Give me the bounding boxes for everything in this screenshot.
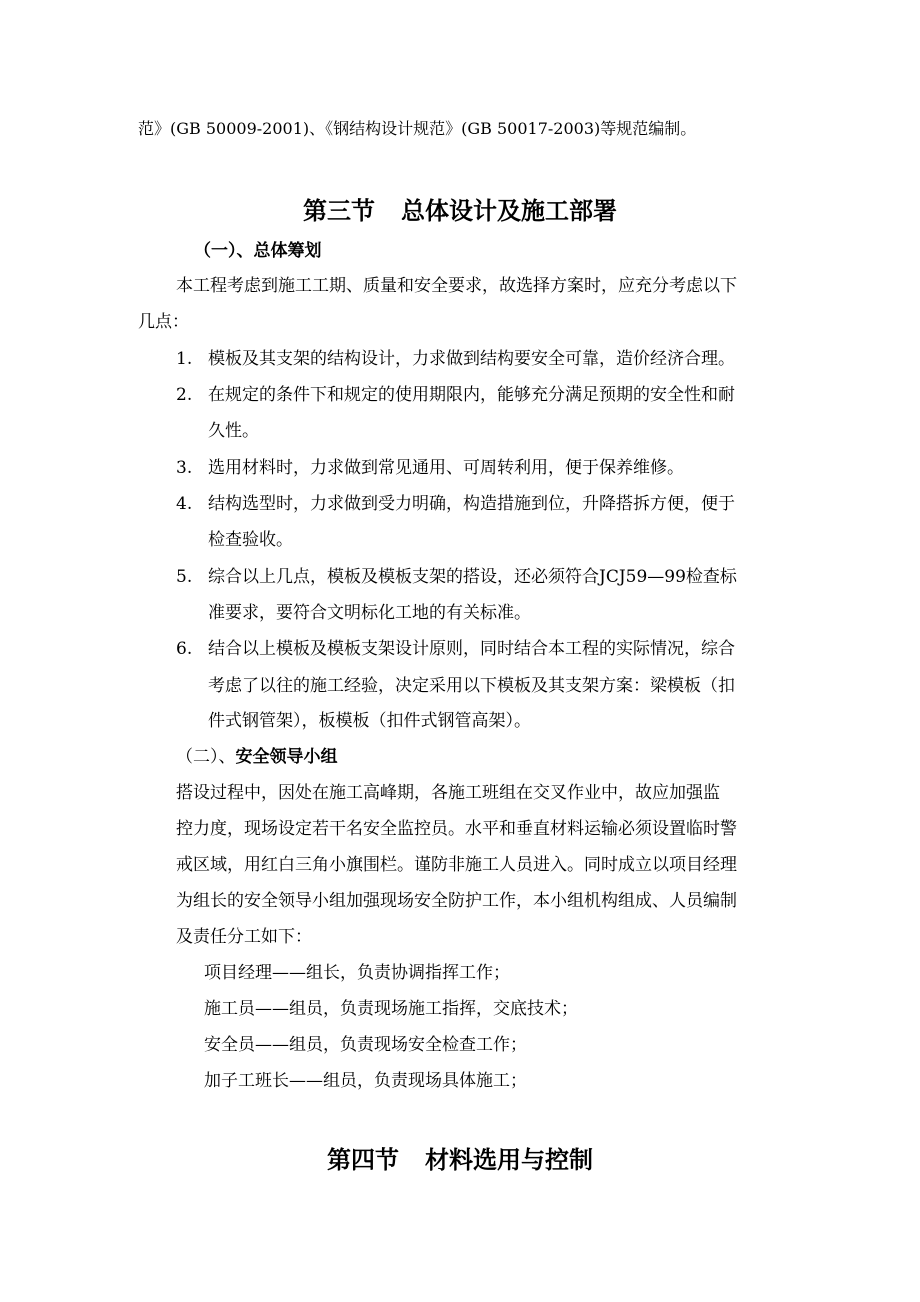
paragraph-line: 为组长的安全领导小组加强现场安全防护工作，本小组机构组成、人员编制 [176,891,737,911]
list-item-text-cont: 久性。 [208,421,259,441]
section3-number: 第三节 [303,196,375,225]
list-item-text: 综合以上几点，模板及模板支架的搭设，还必须符合JCJ59—99检查标 [208,567,737,587]
section4-number: 第四节 [327,1145,399,1174]
paragraph-line: 控力度，现场设定若干名安全监控员。水平和垂直材料运输必须设置临时警 [176,819,737,839]
list-item-text-cont: 考虑了以往的施工经验，决定采用以下模板及其支架方案：梁模板（扣 [208,676,735,696]
list-item-text-cont: 件式钢管架），板模板（扣件式钢管高架）。 [208,711,531,731]
section3-title: 总体设计及施工部署 [401,196,617,225]
paragraph-line: 及责任分工如下： [176,927,312,947]
sub2-heading-prefix: （二）、 [176,747,236,767]
sub1-intro-line2: 几点： [138,312,189,332]
role-line: 安全员——组员，负责现场安全检查工作； [204,1035,527,1055]
list-item-text-cont: 检查验收。 [208,530,293,550]
section4-heading [0,1145,920,1175]
list-item-number: 1. [176,349,193,369]
list-item-number: 6. [176,639,193,659]
list-item-number: 3. [176,458,193,478]
sub2-heading-title: 安全领导小组 [235,747,338,767]
paragraph-line: 戒区域，用红白三角小旗围栏。谨防非施工人员进入。同时成立以项目经理 [176,855,737,875]
sub1-intro-line1: 本工程考虑到施工工期、质量和安全要求，故选择方案时，应充分考虑以下 [176,276,737,296]
paragraph-line: 搭设过程中，因处在施工高峰期，各施工班组在交叉作业中，故应加强监 [176,783,720,803]
list-item-text: 结合以上模板及模板支架设计原则，同时结合本工程的实际情况，综合 [208,639,735,659]
sub2-heading [176,746,338,768]
sub1-heading: （一）、总体筹划 [194,241,322,261]
section4-title: 材料选用与控制 [425,1145,593,1174]
list-item-number: 2. [176,385,193,405]
section3-heading [0,196,920,226]
intro-continuation: 范》(GB 50009-2001)、《钢结构设计规范》(GB 50017-2003)等规范编制。 [138,119,697,138]
list-item-text-cont: 准要求，要符合文明标化工地的有关标准。 [208,603,531,623]
list-item-text: 在规定的条件下和规定的使用期限内，能够充分满足预期的安全性和耐 [208,385,735,405]
list-item-text: 结构选型时，力求做到受力明确，构造措施到位，升降搭拆方便，便于 [208,494,735,514]
role-line: 项目经理——组长，负责协调指挥工作； [204,963,510,983]
list-item-text: 模板及其支架的结构设计，力求做到结构要安全可靠，造价经济合理。 [208,349,735,369]
list-item-number: 4. [176,494,193,514]
list-item-text: 选用材料时，力求做到常见通用、可周转利用，便于保养维修。 [208,458,684,478]
list-item-number: 5. [176,567,193,587]
role-line: 加子工班长——组员，负责现场具体施工； [204,1071,527,1091]
role-line: 施工员——组员，负责现场施工指挥，交底技术； [204,999,578,1019]
